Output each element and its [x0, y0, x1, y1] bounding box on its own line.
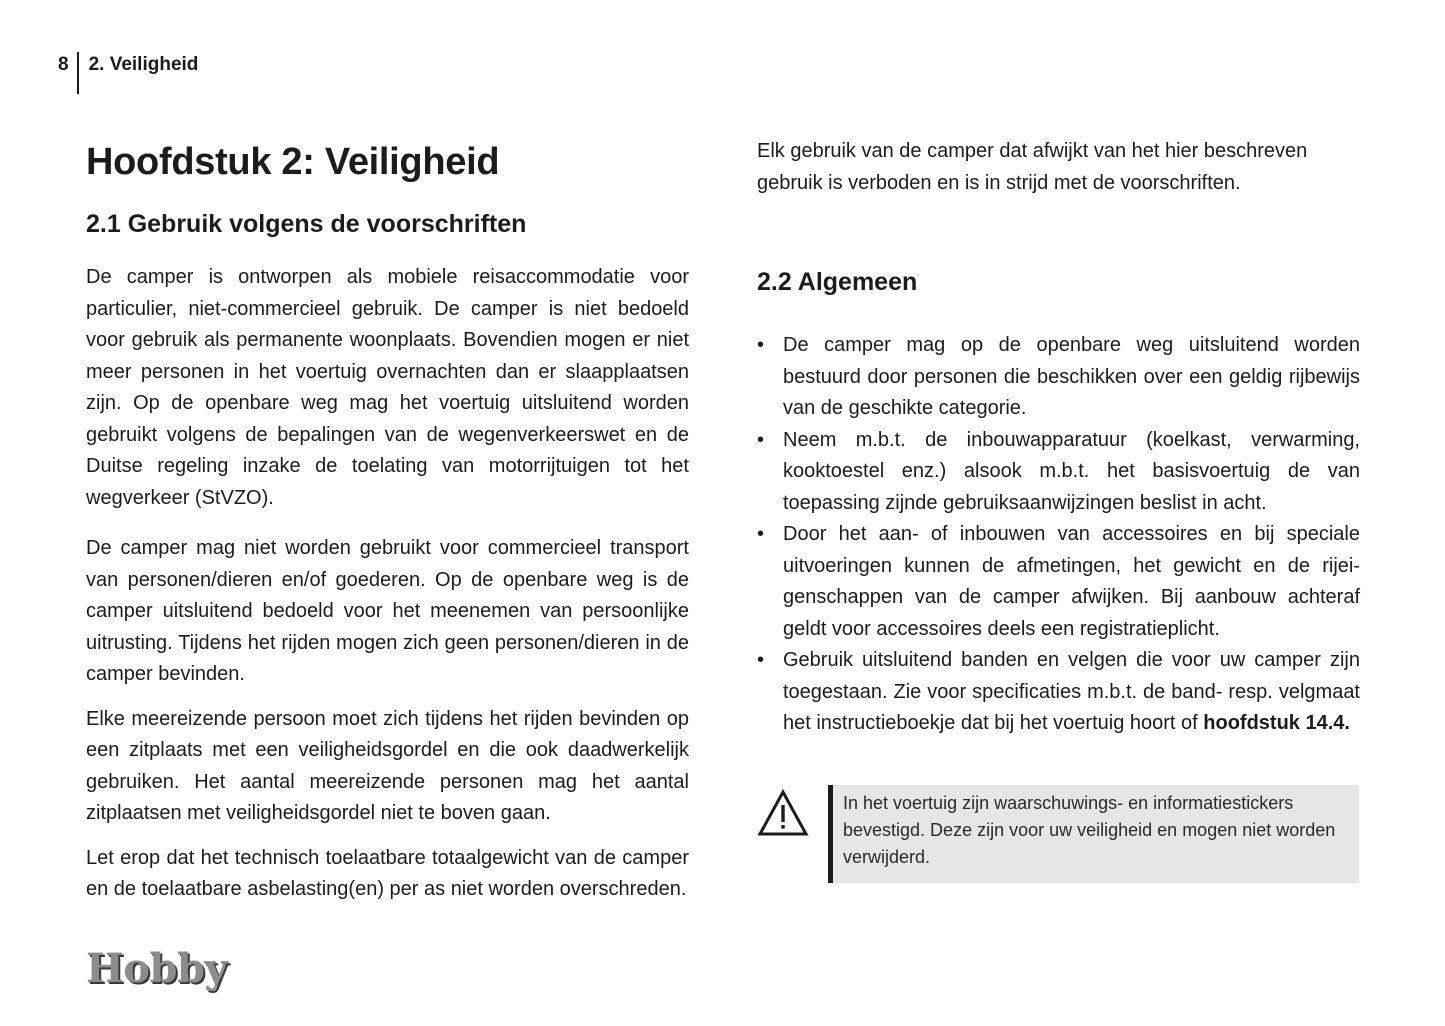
bullet-icon: • — [757, 523, 765, 545]
paragraph-prohibited-use: Elk gebruik van de camper dat afwijkt van het hier beschreven gebruik is verboden en is in strijd met de voorschriften. — [757, 140, 1308, 194]
paragraph-weight-limits: Let erop dat het technisch toelaatbare totaalgewicht van de camper en de toelaatbare asbelasting(en) per as niet worden overschreden. — [86, 846, 689, 900]
running-header — [58, 52, 198, 94]
general-bullet-list — [757, 330, 1360, 740]
notice-text: In het voertuig zijn waarschuwings- en informatiestickers bevestigd. Deze zijn voor uw veiligheid en mogen niet worden verwijderd. — [843, 793, 1336, 867]
paragraph-seat-belts: Elke meereizende persoon moet zich tijdens het rijden bevinden op een zitplaats met een veiligheidsgordel en die ook daadwerkelijk gebruiken. Het aantal meereizende personen mag het aantal zitplaatsen met veiligheidsgordel niet te boven gaan. — [86, 707, 689, 824]
left-column — [86, 138, 689, 906]
bullet-icon: • — [757, 428, 765, 451]
paragraph-intended-use: De camper is ontworpen als mobiele reisaccommodatie voor particulier, niet-commercieel gebruik. De camper is niet bedoeld voor gebruik als permanente woonplaats. Bovendien mogen er niet meer personen in het voertuig overnachten dan er slaapplaatsen zijn. Op de openbare weg mag het voertuig uitsluitend worden gebruikt volgens de bepalingen van de wegenverkeerswet en de Duitse regeling inzake de toelating van motorrijtuigen tot het wegverkeer (StVZO). — [86, 266, 689, 509]
right-column — [757, 136, 1360, 740]
list-item — [757, 645, 1360, 740]
page-number: 8 — [58, 54, 69, 75]
section-heading-2-1: 2.1 Gebruik volgens de voorschriften — [86, 210, 527, 238]
list-item — [757, 519, 1360, 645]
list-item-text: Neem m.b.t. de inbouwapparatuur (koelkast, verwarming, kooktoestel enz.) alsook m.b.t. het basisvoertuig de van toepassing zijnde gebruiksaanwijzingen beslist in acht. — [783, 428, 1360, 514]
notice-box — [828, 785, 1359, 883]
list-item-text: Door het aan- of inbouwen van accessoires en bij speciale uitvoeringen kunnen de afmetingen, het gewicht en de rijeigenschappen van de camper afwijken. Bij aanbouw achteraf geldt voor accessoires deels een registratieplicht. — [783, 523, 1360, 640]
list-item — [757, 425, 1360, 520]
warning-triangle-icon — [757, 789, 809, 837]
list-item-text: De camper mag op de openbare weg uitsluitend worden bestuurd door personen die beschikken over een geldig rijbewijs van de geschikte categorie. — [783, 334, 1360, 419]
list-item-text: Gebruik uitsluitend banden en velgen die voor uw camper zijn toegestaan. Zie voor specificaties m.b.t. de band- resp. velgmaat het instructieboekje dat bij het voertuig hoort of — [783, 649, 1360, 734]
chapter-reference: hoofdstuk 14.4. — [1203, 712, 1350, 734]
section-heading-2-2: 2.2 Algemeen — [757, 268, 918, 296]
warning-notice — [757, 785, 1360, 883]
chapter-title: Hoofdstuk 2: Veiligheid — [86, 141, 500, 183]
list-item — [757, 330, 1360, 425]
running-section-title: 2. Veiligheid — [88, 54, 199, 75]
hobby-logo: Hobby — [86, 945, 228, 992]
paragraph-commercial-transport: De camper mag niet worden gebruikt voor commercieel transport van personen/dieren en/of goederen. Op de openbare weg is de camper uitsluitend bedoeld voor het meenemen van persoonlijke uitrusting. Tijdens het rijden mogen zich geen personen/dieren in de camper bevinden. — [86, 537, 689, 685]
bullet-icon: • — [757, 649, 765, 671]
bullet-icon: • — [757, 334, 765, 356]
